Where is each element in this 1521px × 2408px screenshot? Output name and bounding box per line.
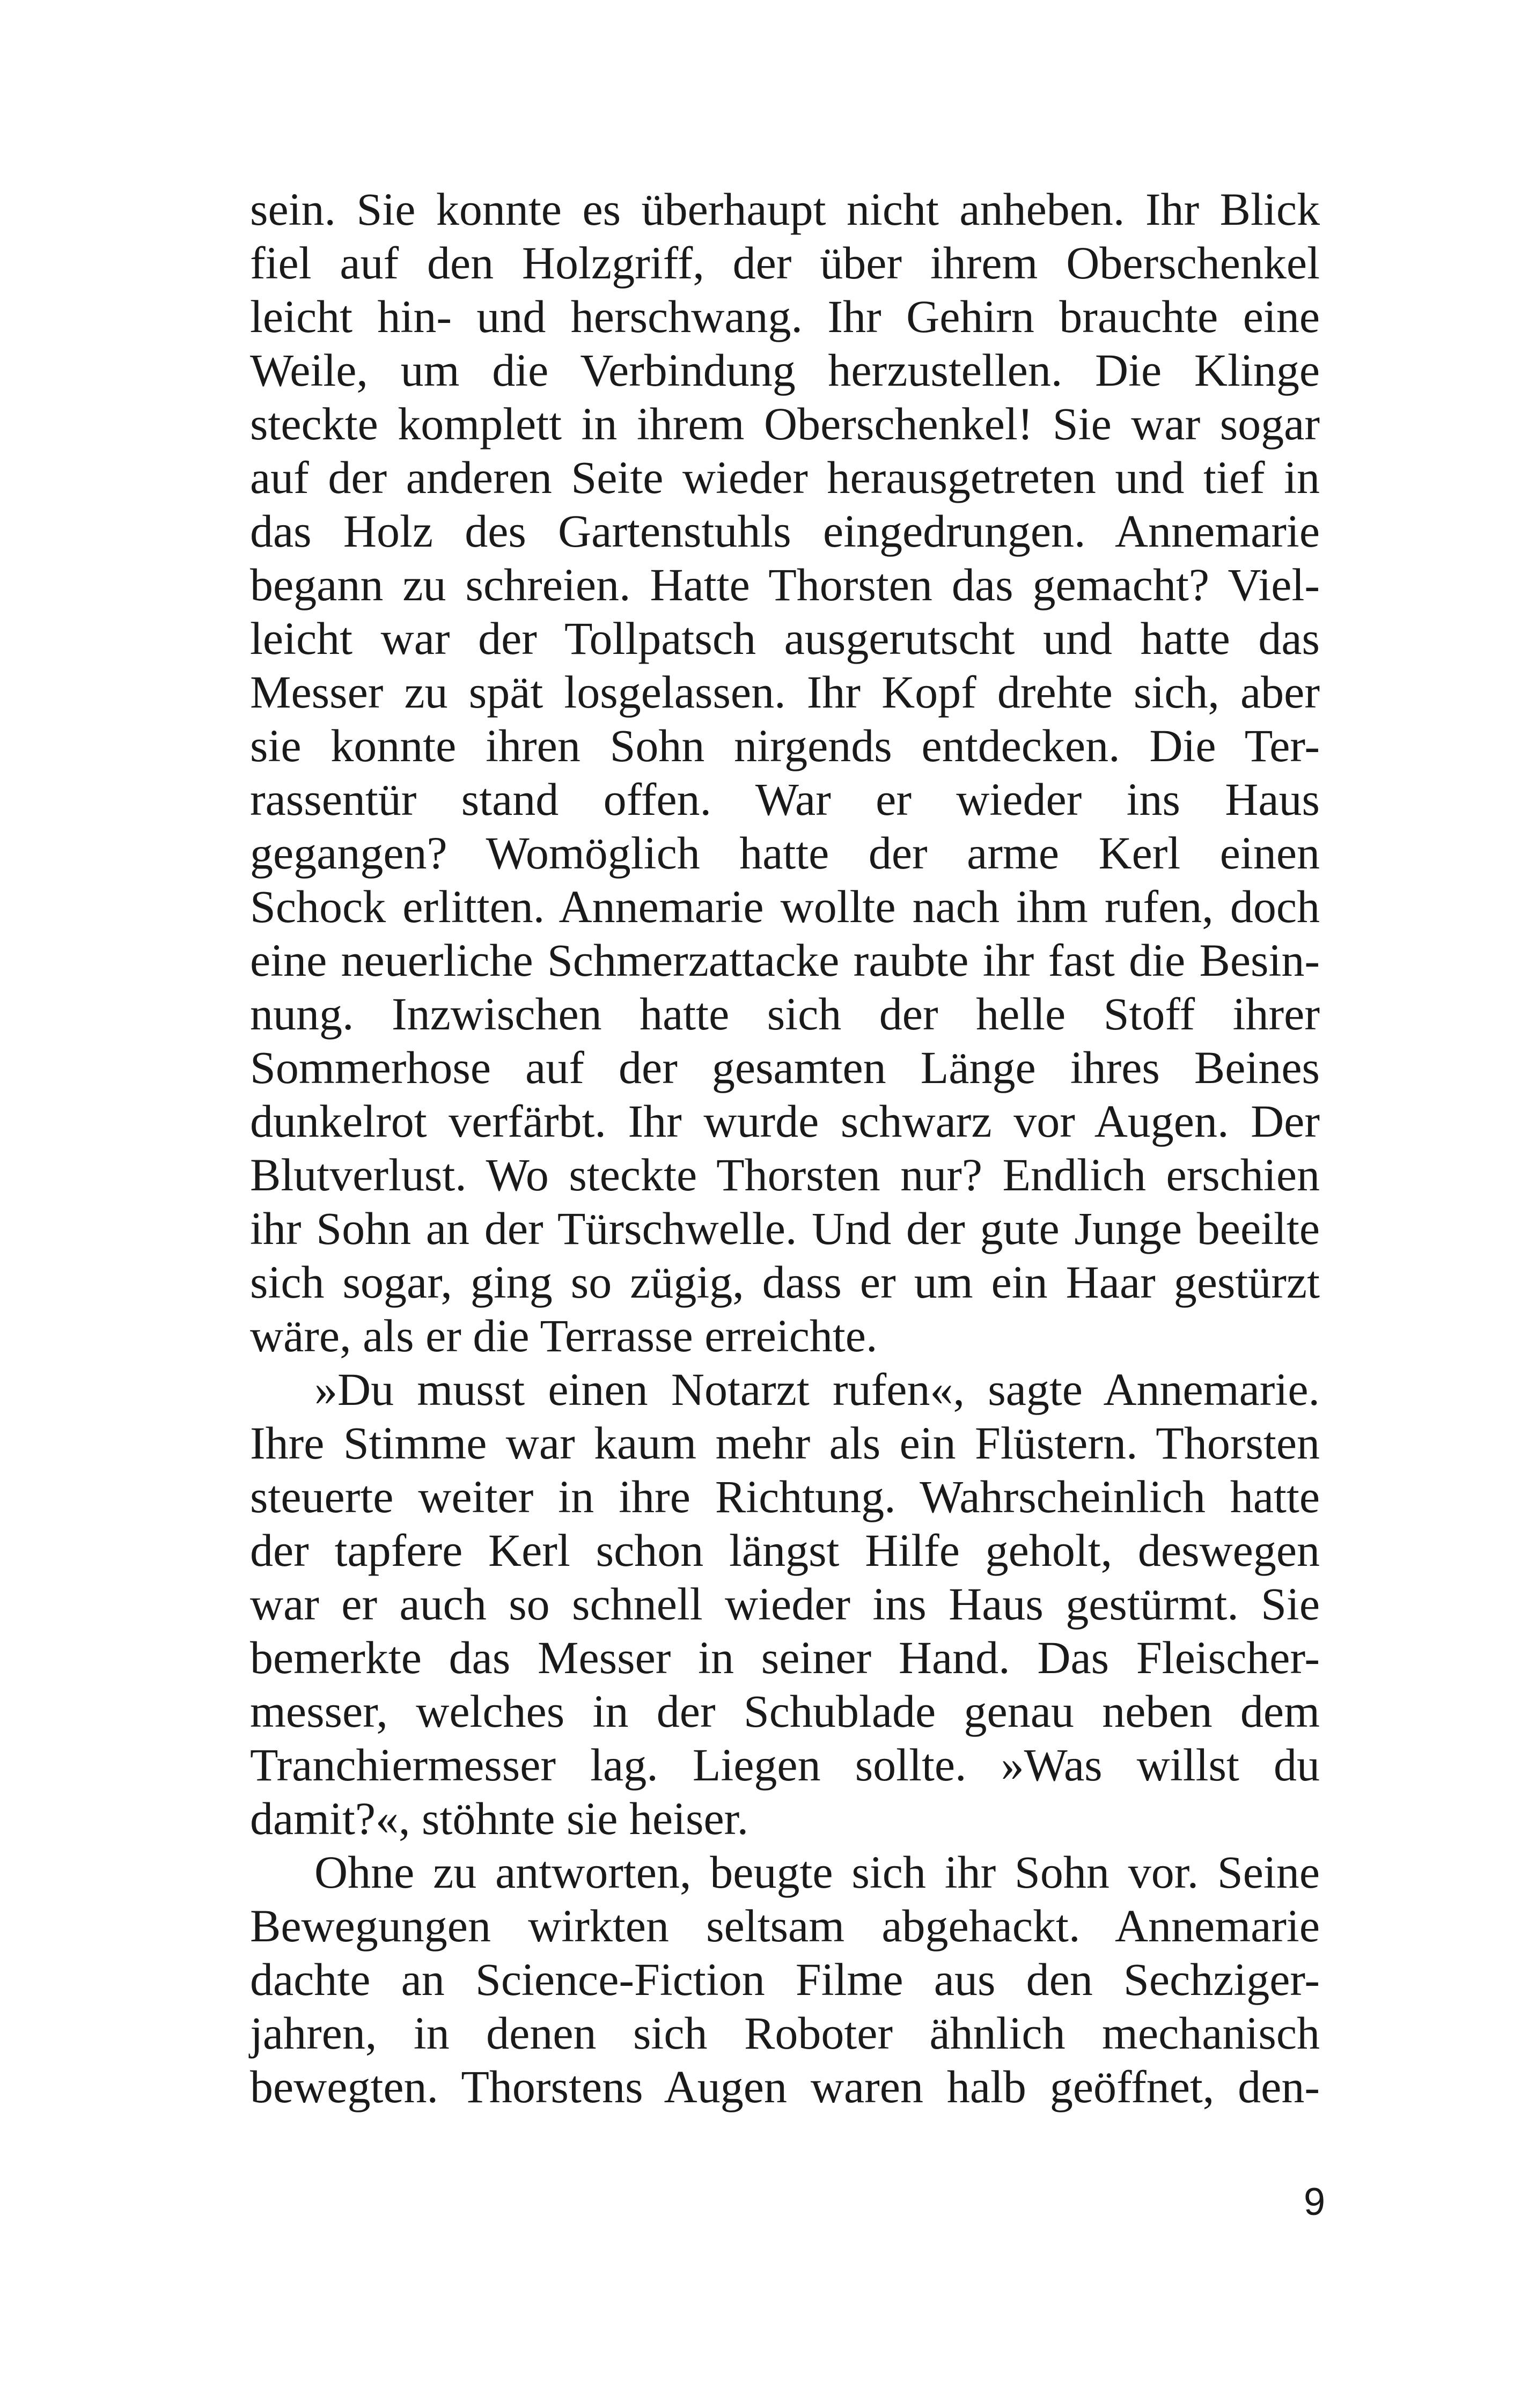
page-number: 9 <box>1303 2181 1325 2223</box>
text-line: messer, welches in der Schublade genau neben dem <box>250 1685 1320 1737</box>
text-line: bewegten. Thorstens Augen waren halb geöffnet, den- <box>250 2061 1320 2112</box>
text-line: rassentür stand offen. War er wieder ins Haus <box>250 774 1320 825</box>
text-line: dunkelrot verfärbt. Ihr wurde schwarz vor Augen. Der <box>250 1095 1320 1147</box>
text-line: fiel auf den Holzgriff, der über ihrem Oberschenkel <box>250 237 1320 289</box>
text-line: steuerte weiter in ihre Richtung. Wahrscheinlich hatte <box>250 1471 1320 1522</box>
text-line: nung. Inzwischen hatte sich der helle Stoff ihrer <box>250 988 1320 1040</box>
text-line: Schock erlitten. Annemarie wollte nach ihm rufen, doch <box>250 881 1320 932</box>
text-line: begann zu schreien. Hatte Thorsten das gemacht? Viel- <box>250 559 1320 610</box>
text-line: Sommerhose auf der gesamten Länge ihres Beines <box>250 1042 1320 1093</box>
text-line: Tranchiermesser lag. Liegen sollte. »Was willst du <box>250 1739 1320 1791</box>
text-line: leicht war der Tollpatsch ausgerutscht und hatte das <box>250 613 1320 664</box>
text-line: steckte komplett in ihrem Oberschenkel! Sie war sogar <box>250 398 1320 450</box>
text-line: Bewegungen wirkten seltsam abgehackt. Annemarie <box>250 1900 1320 1952</box>
text-line: gegangen? Womöglich hatte der arme Kerl einen <box>250 827 1320 879</box>
paragraph-end-line: wäre, als er die Terrasse erreichte. <box>250 1310 878 1361</box>
text-line: das Holz des Gartenstuhls eingedrungen. Annemarie <box>250 505 1320 557</box>
text-line: ihr Sohn an der Türschwelle. Und der gute Junge beeilte <box>250 1203 1320 1254</box>
text-line: Ihre Stimme war kaum mehr als ein Flüstern. Thorsten <box>250 1417 1320 1469</box>
text-line: Weile, um die Verbindung herzustellen. Die Klinge <box>250 344 1320 396</box>
text-line: der tapfere Kerl schon längst Hilfe geholt, deswegen <box>250 1525 1320 1576</box>
paragraph-start-line: »Du musst einen Notarzt rufen«, sagte Annemarie. <box>314 1364 1320 1415</box>
text-line: dachte an Science-Fiction Filme aus den Sechziger- <box>250 1954 1320 2005</box>
paragraph-start-line: Ohne zu antworten, beugte sich ihr Sohn vor. Seine <box>314 1846 1320 1898</box>
text-line: Blutverlust. Wo steckte Thorsten nur? Endlich erschien <box>250 1149 1320 1201</box>
text-line: eine neuerliche Schmerzattacke raubte ihr fast die Besin- <box>250 934 1320 986</box>
text-line: sich sogar, ging so zügig, dass er um ein Haar gestürzt <box>250 1256 1320 1308</box>
text-line: jahren, in denen sich Roboter ähnlich mechanisch <box>250 2007 1320 2059</box>
text-line: sie konnte ihren Sohn nirgends entdecken. Die Ter- <box>250 720 1320 771</box>
text-line: leicht hin- und herschwang. Ihr Gehirn brauchte eine <box>250 291 1320 342</box>
text-line: auf der anderen Seite wieder herausgetreten und tief in <box>250 452 1320 503</box>
text-line: Messer zu spät losgelassen. Ihr Kopf drehte sich, aber <box>250 666 1320 718</box>
text-line: sein. Sie konnte es überhaupt nicht anheben. Ihr Blick <box>250 183 1320 235</box>
paragraph-end-line: damit?«, stöhnte sie heiser. <box>250 1793 749 1844</box>
text-line: bemerkte das Messer in seiner Hand. Das Fleischer- <box>250 1632 1320 1683</box>
text-line: war er auch so schnell wieder ins Haus gestürmt. Sie <box>250 1578 1320 1630</box>
body-text <box>250 182 1320 2114</box>
